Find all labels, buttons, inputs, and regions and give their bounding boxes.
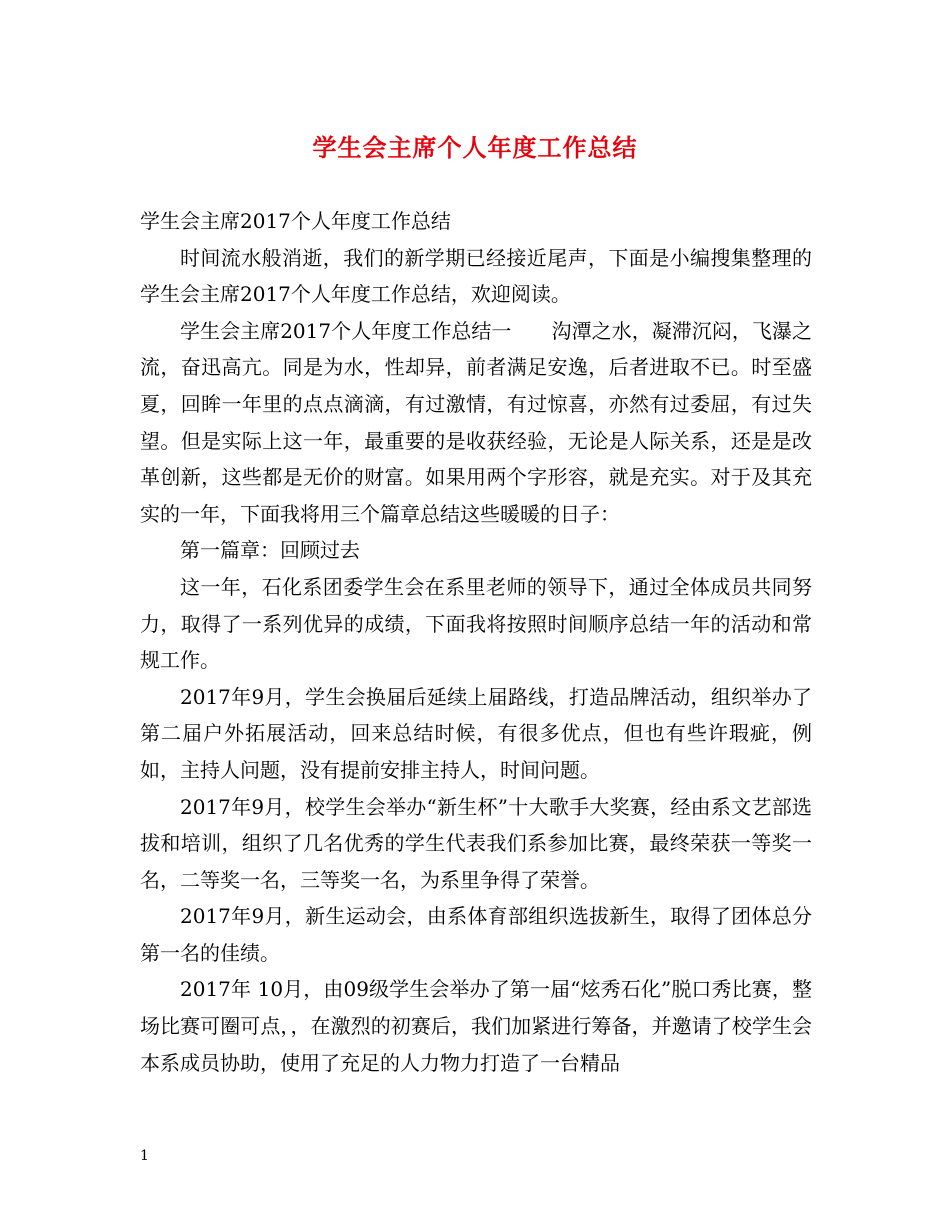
event-paragraph: 2017年9月，校学生会举办“新生杯”十大歌手大奖赛，经由系文艺部选拔和培训，组织了几名优秀的学生代表我们系参加比赛，最终荣获一等奖一名，二等奖一名，三等奖一名，为系里争得了荣誉。 [140,794,812,892]
event-paragraph: 2017年 10月，由09级学生会举办了第一届“炫秀石化”脱口秀比赛，整场比赛可圈可点，，在激烈的初赛后，我们加紧进行筹备，并邀请了校学生会本系成员协助，使用了充足的人力物力打造了一台精品 [140,977,812,1075]
intro-paragraph: 时间流水般消逝，我们的新学期已经接近尾声，下面是小编搜集整理的学生会主席2017个人年度工作总结，欢迎阅读。 [140,245,812,307]
document-title: 学生会主席个人年度工作总结 [312,133,638,162]
overview-paragraph: 这一年，石化系团委学生会在系里老师的领导下，通过全体成员共同努力，取得了一系列优异的成绩，下面我将按照时间顺序总结一年的活动和常规工作。 [140,574,812,673]
page-number: 1 [140,1148,149,1164]
opening-paragraph: 学生会主席2017个人年度工作总结一 沟潭之水，凝滞沉闷，飞瀑之流，奋迅高亢。同是为水，性却异，前者满足安逸，后者进取不已。时至盛夏，回眸一年里的点点滴滴，有过激情，有过惊喜，亦然有过委屈，有过失望。但是实际上这一年，最重要的是收获经验，无论是人际关系，还是是改革创新，这些都是无价的财富。如果用两个字形容，就是充实。对于及其充实的一年，下面我将用三个篇章总结这些暖暖的日子： [140,318,812,526]
subtitle-paragraph: 学生会主席2017个人年度工作总结 [140,209,451,233]
chapter-heading: 第一篇章：回顾过去 [180,538,360,563]
event-paragraph: 2017年9月，新生运动会，由系体育部组织选拔新生，取得了团体总分第一名的佳绩。 [140,904,812,965]
event-paragraph: 2017年9月，学生会换届后延续上届路线，打造品牌活动，组织举办了第二届户外拓展活动，回来总结时候，有很多优点，但也有些许瑕疵，例如，主持人问题，没有提前安排主持人，时间问题。 [140,684,812,782]
document-body [140,203,812,1081]
